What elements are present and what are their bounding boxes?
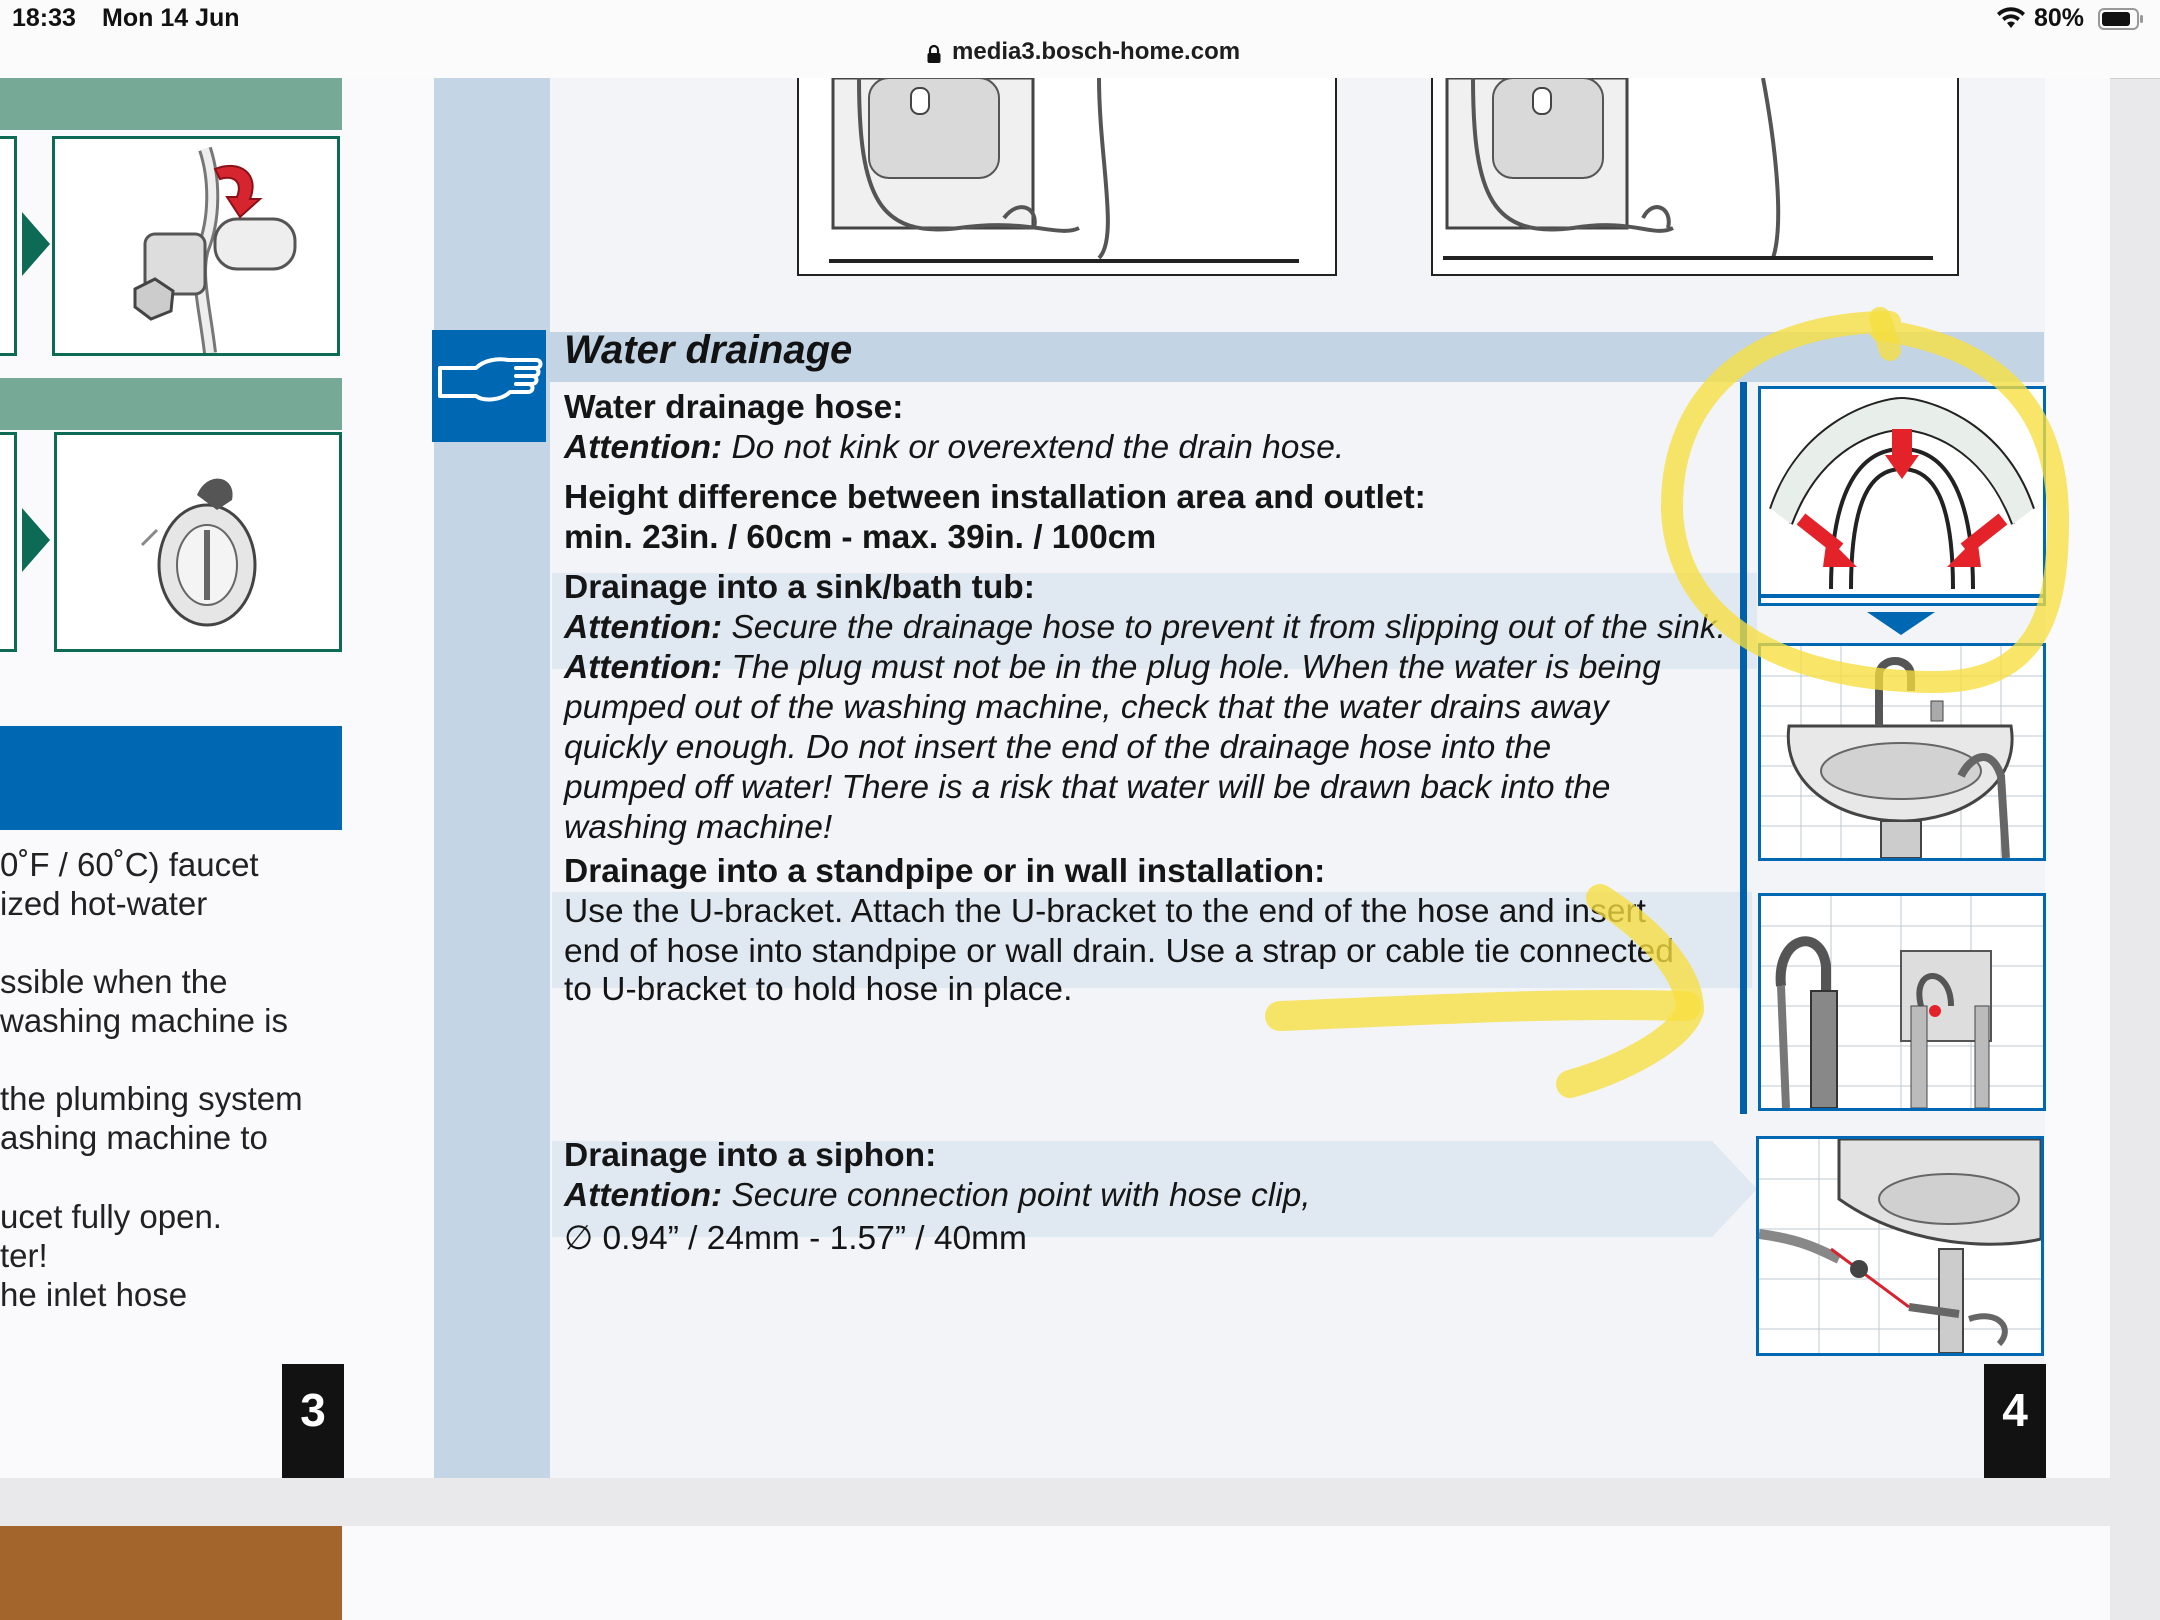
attention-label: Attention: bbox=[564, 609, 723, 646]
pointing-hand-icon bbox=[432, 330, 546, 442]
hose-heading: Water drainage hose: bbox=[564, 389, 904, 426]
status-bar bbox=[0, 0, 2160, 79]
standpipe-line: to U-bracket to hold hose in place. bbox=[564, 971, 1073, 1008]
attention-text: Secure the drainage hose to prevent it from slipping out of the sink. bbox=[722, 609, 1726, 646]
orange-section-tab bbox=[0, 1526, 342, 1620]
left-page-line: washing machine is bbox=[0, 1002, 288, 1039]
sink-attention-1 bbox=[564, 608, 1726, 648]
siphon-illustration bbox=[1756, 1136, 2044, 1356]
siphon-band-arrow bbox=[1712, 1141, 1757, 1237]
siphon-size: ∅ 0.94” / 24mm - 1.57” / 40mm bbox=[564, 1220, 1027, 1257]
step-arrow-icon-2 bbox=[22, 508, 50, 572]
standpipe-line: Use the U-bracket. Attach the U-bracket to the end of the hose and insert bbox=[564, 893, 1646, 930]
sink-line: washing machine! bbox=[564, 809, 833, 846]
illustration-divider bbox=[1740, 382, 1747, 1114]
left-page-line: he inlet hose bbox=[0, 1276, 188, 1313]
teal-header-bar-2 bbox=[0, 378, 342, 430]
siphon-heading: Drainage into a siphon: bbox=[564, 1137, 937, 1174]
standpipe-heading: Drainage into a standpipe or in wall installation: bbox=[564, 853, 1326, 890]
attention-text: The plug must not be in the plug hole. When the water is being bbox=[722, 649, 1661, 686]
lock-icon bbox=[926, 44, 942, 64]
attention-label: Attention: bbox=[564, 649, 723, 686]
left-page-line: ter! bbox=[0, 1237, 48, 1274]
url-address[interactable]: media3.bosch-home.com bbox=[952, 38, 1241, 65]
page-number-3: 3 bbox=[282, 1364, 344, 1478]
step-arrow-icon bbox=[22, 212, 50, 276]
attention-text: Secure connection point with hose clip, bbox=[722, 1177, 1311, 1214]
blue-section-band bbox=[0, 726, 342, 830]
washing-machine-illustration-2 bbox=[1431, 78, 1959, 276]
sink-heading: Drainage into a sink/bath tub: bbox=[564, 569, 1035, 606]
battery-icon bbox=[2098, 8, 2144, 30]
illustration-stub bbox=[0, 136, 17, 356]
left-page-line: 0˚F / 60˚C) faucet bbox=[0, 846, 259, 883]
hose-attention bbox=[564, 428, 1344, 468]
sink-attention-2 bbox=[564, 648, 1661, 688]
sink-line: quickly enough. Do not insert the end of the drainage hose into the bbox=[564, 729, 1552, 766]
height-value: min. 23in. / 60cm - max. 39in. / 100cm bbox=[564, 519, 1157, 556]
faucet-valve-illustration bbox=[54, 432, 342, 652]
standpipe-line: end of hose into standpipe or wall drain. Use a strap or cable tie connected bbox=[564, 933, 1674, 970]
washing-machine-illustration-1 bbox=[797, 78, 1337, 276]
left-page-line: ucet fully open. bbox=[0, 1198, 222, 1235]
down-arrow-icon bbox=[1867, 612, 1935, 635]
illustration-stub-2 bbox=[0, 432, 17, 652]
section-title: Water drainage bbox=[564, 328, 853, 372]
attention-label: Attention: bbox=[564, 1177, 723, 1214]
left-page-line: the plumbing system bbox=[0, 1080, 303, 1117]
wifi-icon bbox=[1996, 6, 2026, 30]
attention-text: Do not kink or overextend the drain hose. bbox=[722, 429, 1345, 466]
sink-drainage-illustration bbox=[1758, 643, 2046, 861]
left-page-line: ssible when the bbox=[0, 963, 228, 1000]
height-heading: Height difference between installation area and outlet: bbox=[564, 479, 1426, 516]
battery-percent: 80% bbox=[2034, 4, 2085, 32]
attention-label: Attention: bbox=[564, 429, 723, 466]
page-side-strip bbox=[434, 78, 550, 1478]
page-number-4: 4 bbox=[1984, 1364, 2046, 1478]
status-time: 18:33 bbox=[12, 4, 76, 32]
standpipe-illustration bbox=[1758, 893, 2046, 1111]
sink-line: pumped out of the washing machine, check that the water drains away bbox=[564, 689, 1609, 726]
hose-bend-illustration bbox=[1758, 386, 2046, 606]
left-page-line: ashing machine to bbox=[0, 1119, 268, 1156]
hose-filter-illustration bbox=[52, 136, 340, 356]
sink-line: pumped off water! There is a risk that water will be drawn back into the bbox=[564, 769, 1611, 806]
siphon-attention bbox=[564, 1176, 1311, 1216]
status-date: Mon 14 Jun bbox=[102, 4, 240, 32]
left-page-line: ized hot-water bbox=[0, 885, 208, 922]
teal-header-bar bbox=[0, 78, 342, 130]
